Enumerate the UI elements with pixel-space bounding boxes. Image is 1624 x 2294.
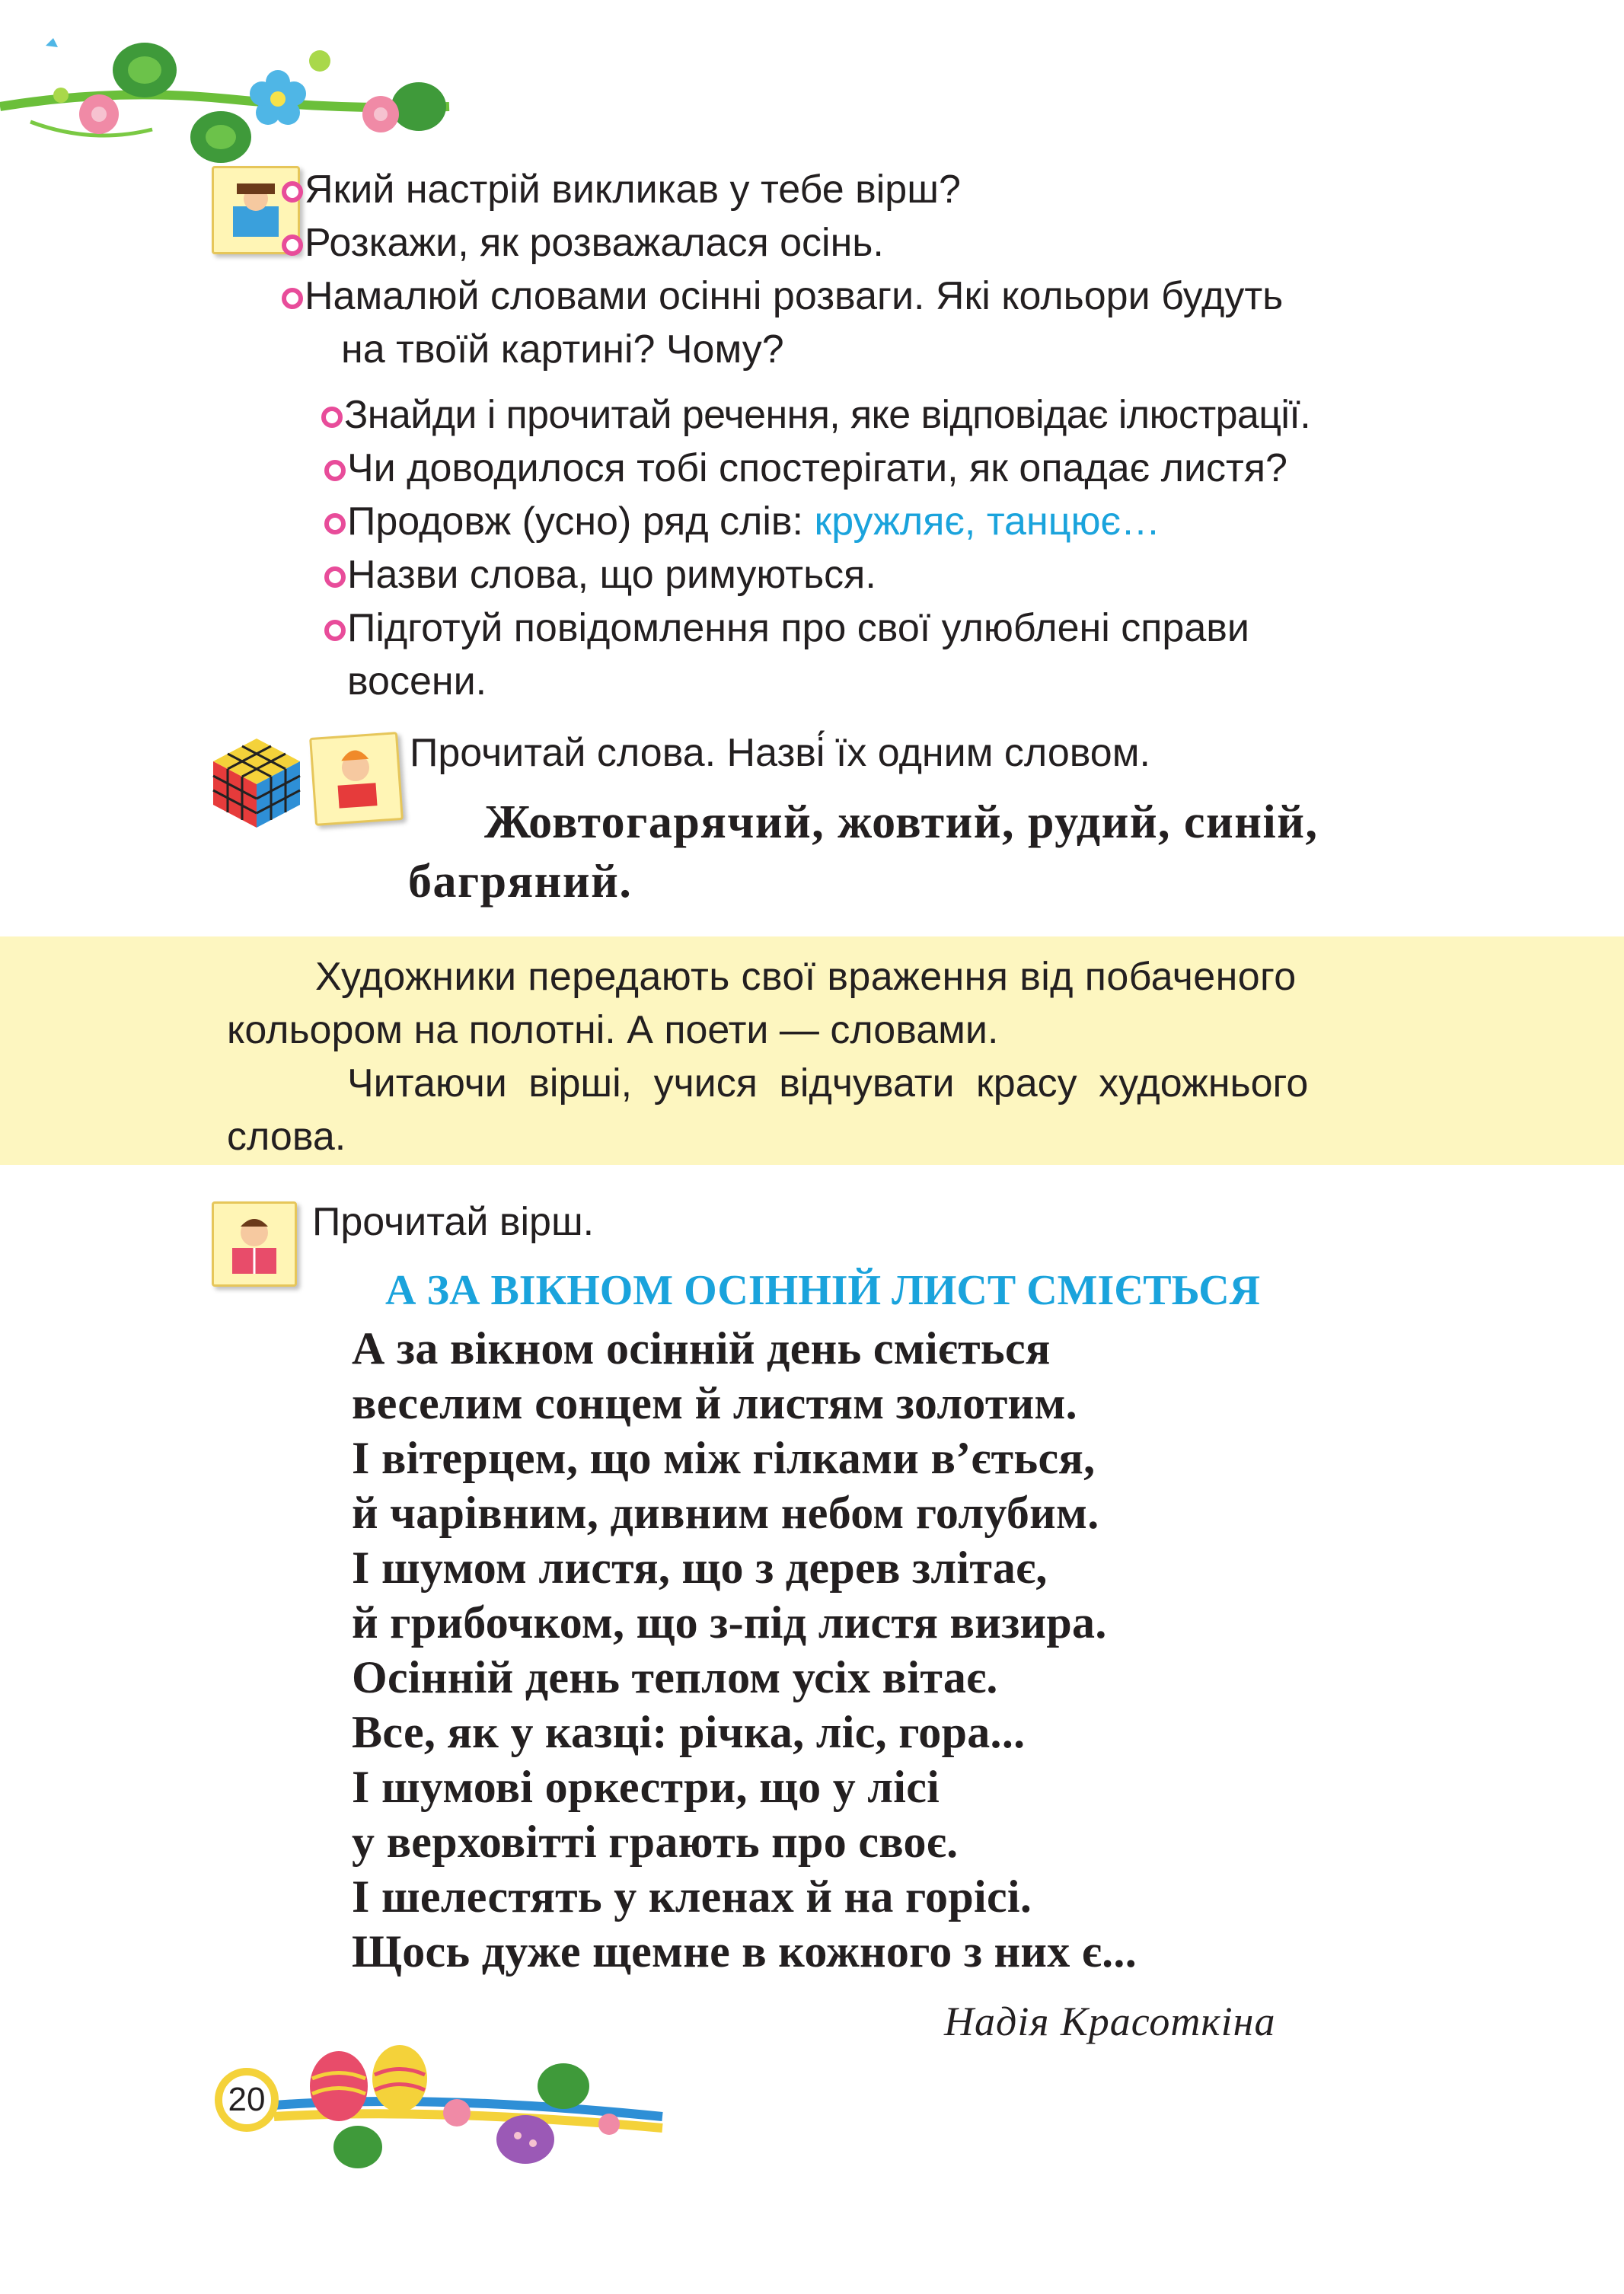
bullet-icon [324,566,346,588]
poem-line: й грибочком, що з-під листя визира. [352,1597,1107,1648]
task-words-instruction: Прочитай слова. Назві́ їх одним словом. [410,731,1150,775]
poem-author: Надія Красоткіна [944,1999,1276,2044]
poem-line: у верховітті грають про своє. [352,1817,959,1867]
task-words-line2: багряний. [408,856,633,908]
question-find-sentence: Знайди і прочитай речення, яке відповідає ілюстрації. [344,388,1310,442]
poem-line: І шумові оркестри, що у лісі [352,1762,940,1812]
bullet-icon [324,513,346,534]
bullet-icon [324,620,346,641]
info-line-2: кольором на полотні. А поети — словами. [227,1008,999,1052]
poem-line: й чарівним, дивним небом голубим. [352,1488,1099,1538]
child-sticker-icon [309,732,404,826]
info-line-3: Читаючи вірші, учися відчувати красу художнього [347,1061,1309,1106]
page-number-badge [215,2068,279,2132]
rubik-cube-icon [207,732,306,831]
bullet-icon [282,235,303,256]
question-leaves: Чи доводилося тобі спостерігати, як опадає листя? [347,442,1287,495]
question-continue-row: Продовж (усно) ряд слів: кружляє, танцює… [347,495,1160,548]
info-line-4: слова. [227,1115,346,1159]
bullet-icon [282,288,303,309]
poem-line: І шелестять у кленах й на горісі. [352,1871,1032,1922]
info-line-1: Художники передають свої враження від побаченого [315,955,1297,999]
question-mood: Який настрій викликав у тебе вірш? [305,163,961,216]
top-floral-decoration [0,15,457,175]
poem-line: І шумом листя, що з дерев злітає, [352,1543,1048,1593]
question-rhymes: Назви слова, що римуються. [347,548,876,601]
poem-line: Все, як у казці: річка, ліс, гора... [352,1707,1026,1757]
question-report: Підготуй повідомлення про свої улюблені справи [347,601,1249,655]
question-report-cont: восени. [347,659,487,704]
poem-line: І вітерцем, що між гілками в’ється, [352,1433,1096,1483]
poem-instruction: Прочитай вірш. [312,1200,595,1244]
info-box [0,936,1624,1165]
question-autumn-fun: Розкажи, як розважалася осінь. [305,216,884,270]
bullet-icon [324,460,346,481]
question-draw-words-cont: на твоїй картині? Чому? [341,327,784,372]
poem-line: А за вікном осінній день сміється [352,1323,1051,1374]
poem-title: А ЗА ВІКНОМ ОСІННІЙ ЛИСТ СМІЄТЬСЯ [385,1267,1261,1314]
page-number: 20 [228,2081,266,2118]
poem-line: Осінній день теплом усіх вітає. [352,1652,998,1702]
bullet-icon [321,407,343,428]
bullet-icon [282,181,303,203]
poem-line: веселим сонцем й листям золотим. [352,1378,1077,1428]
task-words-line1: Жовтогарячий, жовтий, рудий, синій, [484,796,1319,848]
poem-line: Щось дуже щемне в кожного з них є... [352,1926,1137,1977]
question-draw-words: Намалюй словами осінні розваги. Які кольори будуть [305,270,1283,323]
reading-book-sticker-icon [212,1201,297,1287]
